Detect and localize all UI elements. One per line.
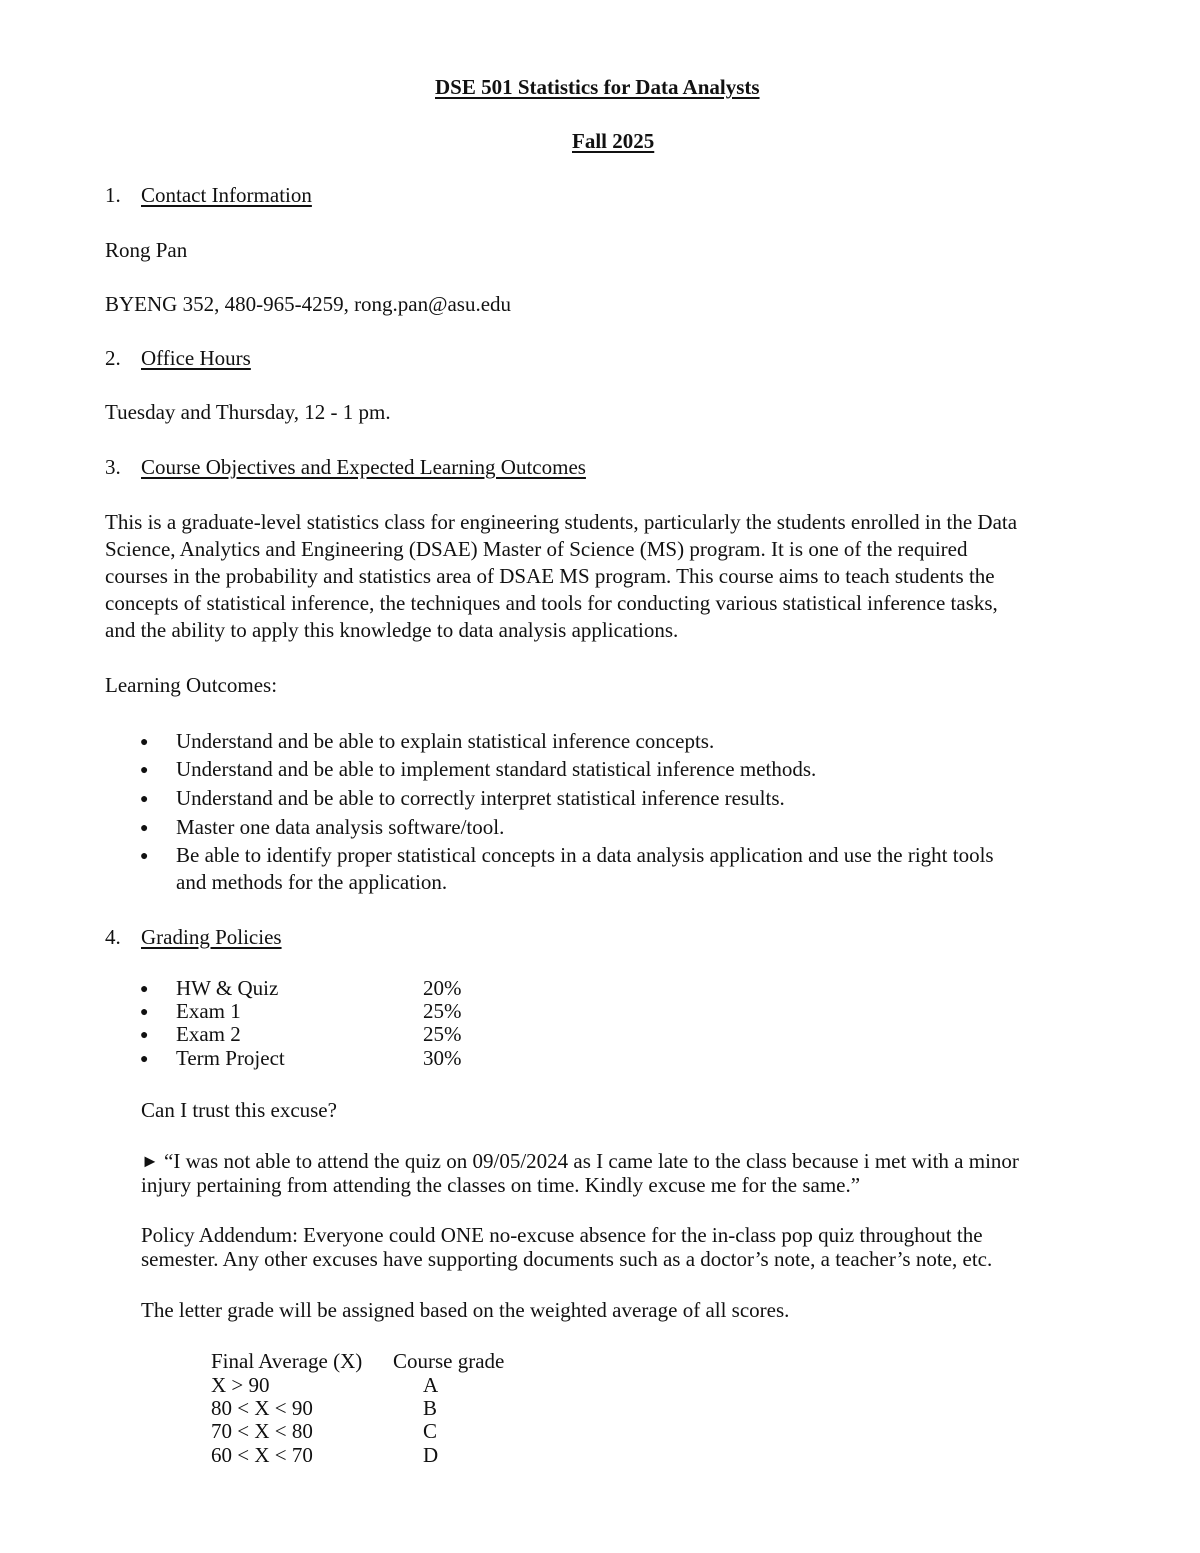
- grade-range: X > 90: [211, 1373, 270, 1397]
- section-2-number: 2.: [105, 346, 121, 370]
- grade-range: 70 < X < 80: [211, 1419, 313, 1443]
- bullet-icon: ●: [140, 849, 149, 864]
- section-3-heading: Course Objectives and Expected Learning Outcomes: [141, 455, 586, 479]
- objectives-line-2: Science, Analytics and Engineering (DSAE) Master of Science (MS) program. It is one of the required: [105, 537, 968, 561]
- course-title: DSE 501 Statistics for Data Analysts: [435, 75, 760, 99]
- grading-component-name: HW & Quiz: [176, 976, 279, 1000]
- grading-component-weight: 25%: [423, 999, 462, 1023]
- outcome-item: Understand and be able to correctly interpret statistical inference results.: [176, 786, 785, 810]
- outcome-item-continuation: and methods for the application.: [176, 870, 448, 894]
- section-1-heading: Contact Information: [141, 183, 312, 207]
- play-arrow-icon: ►: [141, 1151, 159, 1171]
- grading-component-name: Term Project: [176, 1046, 285, 1070]
- objectives-line-4: concepts of statistical inference, the techniques and tools for conducting various statistical inference tasks,: [105, 591, 998, 615]
- bullet-icon: ●: [140, 763, 149, 778]
- excuse-quote-line-2: injury pertaining from attending the classes on time. Kindly excuse me for the same.”: [141, 1173, 861, 1197]
- outcome-item: Be able to identify proper statistical concepts in a data analysis application and use the right tools: [176, 843, 994, 867]
- grade-range: 60 < X < 70: [211, 1443, 313, 1467]
- grading-component-weight: 25%: [423, 1022, 462, 1046]
- bullet-icon: ●: [140, 982, 149, 997]
- outcome-item: Master one data analysis software/tool.: [176, 815, 505, 839]
- contact-details: BYENG 352, 480-965-4259, rong.pan@asu.edu: [105, 292, 512, 316]
- term-title: Fall 2025: [572, 129, 655, 153]
- bullet-icon: ●: [140, 1005, 149, 1020]
- outcome-item: Understand and be able to implement standard statistical inference methods.: [176, 757, 817, 781]
- grade-letter: B: [423, 1396, 438, 1420]
- excuse-quote-line-1: “I was not able to attend the quiz on 09/05/2024 as I came late to the class because i met with a minor: [164, 1149, 1019, 1173]
- outcomes-label: Learning Outcomes:: [105, 673, 278, 697]
- objectives-line-1: This is a graduate-level statistics class for engineering students, particularly the students enrolled in the Data: [105, 510, 1018, 534]
- section-1-number: 1.: [105, 183, 121, 207]
- outcome-item: Understand and be able to explain statistical inference concepts.: [176, 729, 715, 753]
- section-4-heading: Grading Policies: [141, 925, 282, 949]
- bullet-icon: ●: [140, 735, 149, 750]
- bullet-icon: ●: [140, 821, 149, 836]
- objectives-line-5: and the ability to apply this knowledge to data analysis applications.: [105, 618, 679, 642]
- grade-letter: D: [423, 1443, 439, 1467]
- section-2-heading: Office Hours: [141, 346, 251, 370]
- bullet-icon: ●: [140, 1052, 149, 1067]
- grade-table-header-average: Final Average (X): [211, 1349, 363, 1373]
- bullet-icon: ●: [140, 792, 149, 807]
- letter-grade-note: The letter grade will be assigned based on the weighted average of all scores.: [141, 1298, 790, 1322]
- grading-component-name: Exam 1: [176, 999, 241, 1023]
- section-3-number: 3.: [105, 455, 121, 479]
- grade-table-header-grade: Course grade: [393, 1349, 505, 1373]
- office-hours-text: Tuesday and Thursday, 12 - 1 pm.: [105, 400, 391, 424]
- section-4-number: 4.: [105, 925, 121, 949]
- instructor-name: Rong Pan: [105, 238, 188, 262]
- grading-component-weight: 30%: [423, 1046, 462, 1070]
- grade-letter: C: [423, 1419, 438, 1443]
- objectives-line-3: courses in the probability and statistics area of DSAE MS program. This course aims to teach students the: [105, 564, 995, 588]
- excuse-question: Can I trust this excuse?: [141, 1098, 337, 1122]
- policy-addendum-line-2: semester. Any other excuses have supporting documents such as a doctor’s note, a teacher’s note, etc.: [141, 1247, 993, 1271]
- grade-letter: A: [423, 1373, 439, 1397]
- bullet-icon: ●: [140, 1028, 149, 1043]
- grading-component-weight: 20%: [423, 976, 462, 1000]
- grade-range: 80 < X < 90: [211, 1396, 313, 1420]
- policy-addendum-line-1: Policy Addendum: Everyone could ONE no-excuse absence for the in-class pop quiz throughout the: [141, 1223, 983, 1247]
- grading-component-name: Exam 2: [176, 1022, 241, 1046]
